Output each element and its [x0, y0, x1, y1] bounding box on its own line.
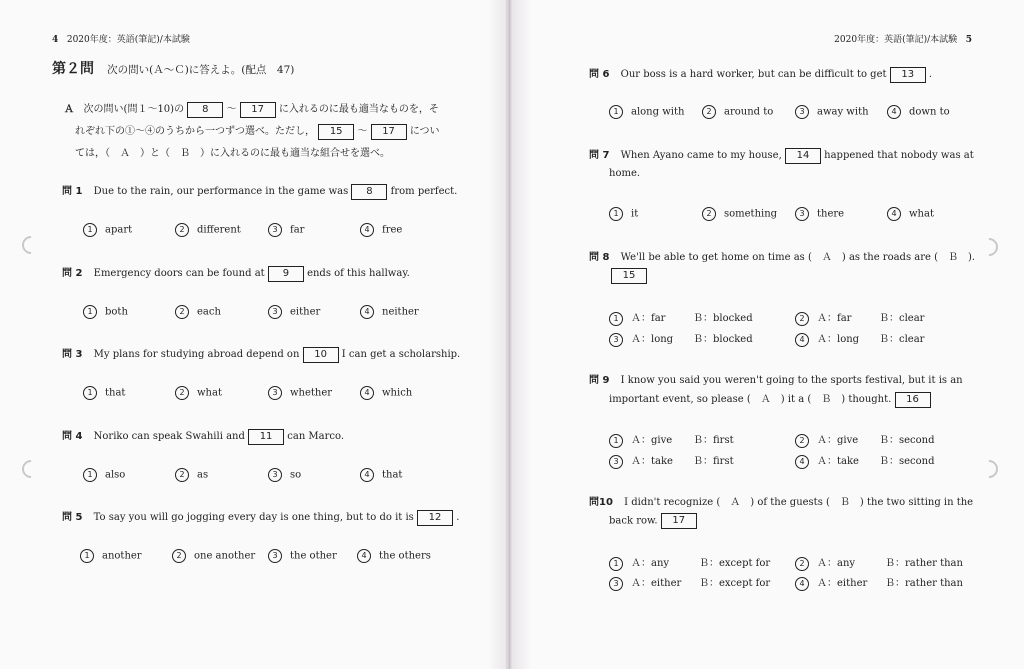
option-b: Ｂ：blocked: [693, 334, 753, 345]
binder-hole-mark: [976, 456, 1001, 481]
option-text: also: [105, 469, 126, 481]
option-number: 2: [175, 468, 189, 482]
option-a: Ａ：take: [817, 456, 859, 467]
binder-hole-mark: [18, 456, 43, 481]
right-page-number: 5: [965, 35, 972, 45]
question-3: [62, 345, 460, 363]
option-text: whether: [290, 387, 333, 399]
option-3[interactable]: [609, 330, 753, 347]
option-b: Ｂ：second: [879, 435, 935, 446]
option-1[interactable]: [609, 105, 684, 119]
option-2[interactable]: [702, 207, 777, 221]
answer-box: 9: [268, 266, 304, 282]
option-text: around to: [724, 106, 774, 118]
question-10-line-2: [609, 513, 697, 529]
option-text: different: [197, 224, 241, 236]
option-text: another: [102, 550, 142, 562]
option-text: each: [197, 306, 221, 318]
question-text: We'll be able to get home on time as ( Ａ ) as the roads are ( Ｂ ).: [620, 252, 976, 263]
option-text: as: [197, 469, 209, 481]
answer-box: 15: [318, 124, 354, 140]
option-3[interactable]: [795, 105, 869, 119]
option-2[interactable]: [175, 468, 208, 482]
option-number: 2: [795, 557, 809, 571]
option-text: down to: [909, 106, 950, 118]
option-b: Ｂ：except for: [699, 578, 771, 589]
option-text: what: [909, 208, 934, 220]
option-4[interactable]: [795, 574, 963, 591]
question-label: 問 8: [589, 252, 610, 263]
option-3[interactable]: [795, 207, 844, 221]
question-10: [589, 493, 973, 508]
option-2[interactable]: [795, 431, 935, 448]
option-text: free: [382, 224, 403, 236]
question-7: [589, 146, 974, 164]
option-number: 4: [795, 455, 809, 469]
question-text: Our boss is a hard worker, but can be difficult to get: [620, 69, 887, 80]
option-1[interactable]: [609, 309, 753, 326]
option-number: 2: [795, 434, 809, 448]
option-b: Ｂ：clear: [879, 334, 925, 345]
option-number: 4: [360, 386, 374, 400]
answer-box: 8: [351, 184, 387, 200]
option-number: 4: [795, 333, 809, 347]
option-number: 1: [83, 305, 97, 319]
option-3[interactable]: [609, 574, 770, 591]
option-number: 4: [887, 207, 901, 221]
option-text: which: [382, 387, 413, 399]
section-heading: [52, 58, 294, 78]
option-a: Ａ：far: [631, 313, 666, 324]
right-page: [510, 0, 1024, 669]
option-text: far: [290, 224, 305, 236]
option-number: 1: [609, 105, 623, 119]
option-number: 3: [795, 105, 809, 119]
option-number: 3: [268, 468, 282, 482]
option-a: Ａ：any: [817, 558, 856, 569]
option-number: 1: [80, 549, 94, 563]
section-title: 第２問: [52, 61, 94, 77]
option-a: Ａ：long: [817, 334, 860, 345]
answer-box: 15: [611, 268, 647, 284]
option-number: 2: [175, 223, 189, 237]
binder-hole-mark: [18, 232, 43, 257]
book-gutter: [488, 0, 532, 669]
question-label: 問 3: [62, 349, 83, 360]
option-number: 3: [609, 455, 623, 469]
question-text-end: happened that nobody was at: [824, 150, 974, 161]
option-number: 3: [609, 577, 623, 591]
option-text: there: [817, 208, 845, 220]
option-2[interactable]: [795, 309, 924, 326]
part-label: Ａ: [64, 104, 74, 115]
answer-box: 12: [417, 510, 453, 526]
option-text: it: [631, 208, 639, 220]
question-text-end: .: [928, 69, 933, 80]
question-text: I know you said you weren't going to the sports festival, but it is an: [620, 375, 963, 386]
question-label: 問10: [589, 497, 613, 508]
option-text: what: [197, 387, 222, 399]
left-header-title: 2020年度：英語(筆記)/本試験: [66, 35, 190, 45]
question-1: [62, 182, 457, 200]
option-text: that: [105, 387, 126, 399]
option-b: Ｂ：clear: [879, 313, 925, 324]
option-text: apart: [105, 224, 133, 236]
section-desc: 次の問い(Ａ～Ｃ)に答えよ。(配点 47): [107, 64, 295, 76]
option-4[interactable]: [887, 105, 950, 119]
option-number: 1: [609, 434, 623, 448]
option-1[interactable]: [609, 554, 770, 571]
option-text: something: [724, 208, 778, 220]
question-label: 問 6: [589, 69, 610, 80]
question-text: To say you will go jogging every day is one thing, but to do it is: [93, 512, 414, 523]
question-label: 問 9: [589, 375, 610, 386]
option-number: 3: [268, 549, 282, 563]
answer-box: 17: [240, 102, 276, 118]
option-number: 2: [702, 105, 716, 119]
option-text: along with: [631, 106, 685, 118]
question-4: [62, 427, 344, 445]
option-number: 1: [83, 223, 97, 237]
option-number: 1: [609, 557, 623, 571]
option-4[interactable]: [887, 207, 934, 221]
question-text-end: from perfect.: [390, 186, 458, 197]
option-number: 2: [175, 386, 189, 400]
option-a: Ａ：give: [631, 435, 673, 446]
binder-hole-mark: [976, 234, 1001, 259]
option-4[interactable]: [360, 223, 402, 237]
option-1[interactable]: [83, 386, 125, 400]
option-4[interactable]: [795, 330, 924, 347]
question-label: 問 7: [589, 150, 610, 161]
instruction-text-1b: に入れるのに最も適当なものを，そ: [278, 104, 439, 115]
option-text: the others: [379, 550, 431, 562]
right-page-header: [834, 32, 972, 45]
option-number: 1: [609, 207, 623, 221]
option-text: that: [382, 469, 403, 481]
tilde: ～: [357, 126, 368, 137]
option-3[interactable]: [268, 468, 301, 482]
question-text-end: can Marco.: [287, 431, 345, 442]
question-text: I didn't recognize ( Ａ ) of the guests ( Ｂ ) the two sitting in the: [624, 497, 974, 508]
answer-box: 17: [661, 513, 697, 529]
instruction-line-1: [64, 100, 439, 118]
left-page-number: 4: [52, 35, 59, 45]
option-a: Ａ：either: [817, 578, 868, 589]
option-4[interactable]: [360, 305, 419, 319]
question-text-2: back row.: [609, 515, 658, 527]
answer-box: 16: [895, 392, 931, 408]
option-number: 3: [609, 333, 623, 347]
option-number: 1: [609, 312, 623, 326]
option-number: 4: [887, 105, 901, 119]
option-2[interactable]: [175, 223, 241, 237]
instruction-text-2a: れぞれ下の①～④のうちから一つずつ選べ。ただし，: [75, 126, 315, 137]
instruction-line-2: [75, 122, 440, 140]
option-1[interactable]: [83, 305, 128, 319]
question-text-end: ends of this hallway.: [307, 268, 410, 279]
answer-box: 13: [890, 67, 926, 83]
option-a: Ａ：give: [817, 435, 859, 446]
option-2[interactable]: [175, 305, 221, 319]
question-text-end: .: [456, 512, 460, 523]
option-b: Ｂ：first: [693, 435, 734, 446]
question-text-end: I can get a scholarship.: [341, 349, 461, 360]
right-header-title: 2020年度：英語(筆記)/本試験: [834, 35, 958, 45]
option-1[interactable]: [609, 207, 638, 221]
question-6: [589, 65, 932, 83]
answer-box: 17: [371, 124, 407, 140]
option-text: away with: [817, 106, 869, 118]
option-2[interactable]: [175, 386, 222, 400]
question-text: When Ayano came to my house,: [620, 150, 782, 161]
option-4[interactable]: [795, 452, 935, 469]
left-page-header: [52, 32, 190, 45]
option-number: 3: [268, 305, 282, 319]
option-3[interactable]: [268, 305, 320, 319]
option-text: both: [105, 306, 128, 318]
option-4[interactable]: [360, 386, 412, 400]
option-number: 4: [360, 305, 374, 319]
question-2: [62, 264, 410, 282]
option-2[interactable]: [795, 554, 963, 571]
option-4[interactable]: [357, 549, 431, 563]
option-number: 2: [702, 207, 716, 221]
option-number: 3: [795, 207, 809, 221]
tilde: ～: [226, 104, 237, 115]
question-label: 問 2: [62, 268, 83, 279]
option-3[interactable]: [268, 386, 332, 400]
option-1[interactable]: [80, 549, 142, 563]
option-text: one another: [194, 550, 256, 562]
option-a: Ａ：take: [631, 456, 673, 467]
option-3[interactable]: [268, 549, 337, 563]
question-text-2: important event, so please ( Ａ ) it a ( Ｂ ) thought.: [609, 394, 892, 405]
option-number: 4: [357, 549, 371, 563]
option-b: Ｂ：second: [879, 456, 935, 467]
option-3[interactable]: [268, 223, 304, 237]
question-text: Due to the rain, our performance in the game was: [93, 186, 349, 197]
instruction-text-2b: につい: [409, 126, 440, 137]
question-9: [589, 371, 963, 386]
option-1[interactable]: [83, 223, 132, 237]
option-b: Ｂ：rather than: [885, 558, 963, 569]
option-1[interactable]: [609, 431, 734, 448]
option-number: 4: [360, 468, 374, 482]
option-4[interactable]: [360, 468, 402, 482]
option-a: Ａ：any: [631, 558, 670, 569]
option-b: Ｂ：first: [693, 456, 734, 467]
answer-box: 11: [248, 429, 284, 445]
option-b: Ｂ：blocked: [693, 313, 753, 324]
option-2[interactable]: [702, 105, 773, 119]
question-9-line-2: [609, 390, 931, 408]
question-label: 問 4: [62, 431, 83, 442]
option-a: Ａ：far: [817, 313, 852, 324]
option-text: the other: [290, 550, 337, 562]
instruction-text-1a: 次の問い(問１～10)の: [83, 104, 185, 115]
option-3[interactable]: [609, 452, 734, 469]
option-number: 4: [795, 577, 809, 591]
question-label: 問 1: [62, 186, 83, 197]
option-2[interactable]: [172, 549, 255, 563]
question-label: 問 5: [62, 512, 83, 523]
question-text: My plans for studying abroad depend on: [93, 349, 300, 360]
option-a: Ａ：long: [631, 334, 674, 345]
option-number: 2: [175, 305, 189, 319]
option-number: 4: [360, 223, 374, 237]
option-number: 2: [795, 312, 809, 326]
option-number: 1: [83, 386, 97, 400]
question-text: Noriko can speak Swahili and: [93, 431, 245, 442]
question-8-box-line: [611, 268, 647, 284]
option-b: Ｂ：except for: [699, 558, 771, 569]
question-5: [62, 508, 459, 526]
option-b: Ｂ：rather than: [885, 578, 963, 589]
option-number: 1: [83, 468, 97, 482]
option-1[interactable]: [83, 468, 125, 482]
question-text: Emergency doors can be found at: [93, 268, 265, 279]
instruction-line-3: ては，（ Ａ ）と（ Ｂ ）に入れるのに最も適当な組合せを選べ。: [75, 148, 390, 159]
option-number: 2: [172, 549, 186, 563]
answer-box: 14: [785, 148, 821, 164]
left-page: [0, 0, 506, 669]
answer-box: 8: [187, 102, 223, 118]
option-text: so: [290, 469, 302, 481]
option-text: neither: [382, 306, 419, 318]
option-a: Ａ：either: [631, 578, 682, 589]
option-text: either: [290, 306, 321, 318]
question-8: [589, 248, 975, 263]
answer-box: 10: [303, 347, 339, 363]
question-7-line-2: home.: [609, 168, 641, 179]
option-number: 3: [268, 386, 282, 400]
option-number: 3: [268, 223, 282, 237]
